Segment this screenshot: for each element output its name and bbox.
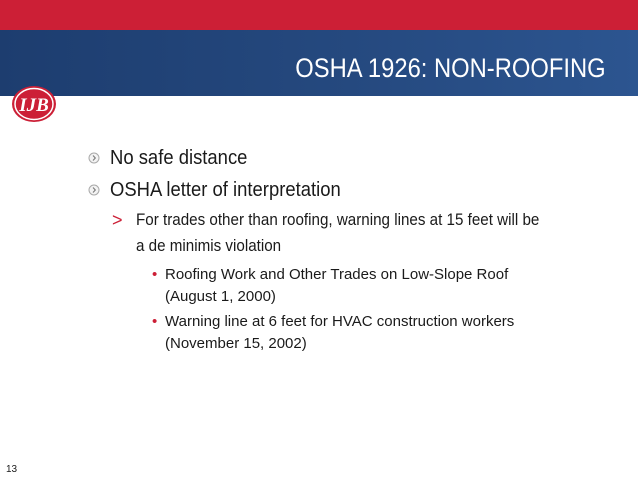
sub-sub-bullet-text-line2: (August 1, 2000) <box>165 288 276 305</box>
slide-title: OSHA 1926: NON-ROOFING <box>295 53 606 83</box>
sub-bullet-text-line2: a de minimis violation <box>136 237 282 255</box>
sub-sub-bullet-marker: • <box>152 313 158 330</box>
logo-text: IJB <box>19 95 49 116</box>
bullet-text: OSHA letter of interpretation <box>110 178 341 201</box>
sub-bullet-text-line1: For trades other than roofing, warning lines at 15 feet will be <box>136 211 540 229</box>
sub-sub-bullet-text-line1: Roofing Work and Other Trades on Low-Slope Roof <box>165 266 509 283</box>
sub-sub-bullet-text-line2: (November 15, 2002) <box>165 335 307 352</box>
circle-bullet-icon <box>88 184 100 196</box>
circle-bullet-icon <box>88 152 100 164</box>
sub-sub-bullet-text-line1: Warning line at 6 feet for HVAC construction workers <box>165 313 515 330</box>
sub-bullet-marker: > <box>112 210 123 230</box>
page-number: 13 <box>6 464 18 475</box>
sub-sub-bullet-marker: • <box>152 266 158 283</box>
bullet-text: No safe distance <box>110 146 248 169</box>
